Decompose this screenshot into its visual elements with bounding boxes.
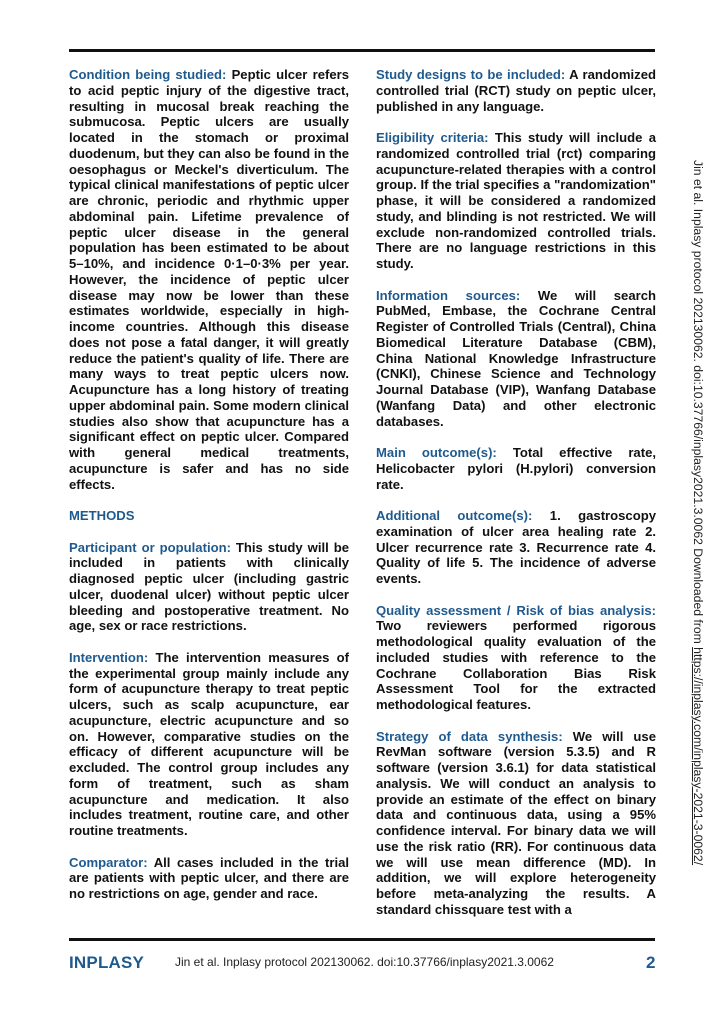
section-body: We will use RevMan software (version 5.3.5) and R software (version 3.6.1) for data statistical analysis. We will conduct an analysis to provide an estimate of the effect on binary data and continuous data, using a 95% confidence interval. For binary data we will use the risk ratio (RR). For continuous data we will use mean difference (MD). In addition, we will explore heterogeneity before meta-analyzing the results. A standard chissquare test with a bbox=[376, 728, 656, 917]
section-body: The intervention measures of the experimental group mainly include any form of acupuncture therapy to treat peptic ulcers, such as scalp acupuncture, ear acupuncture, electric acupuncture and so on. However, comparative studies on the efficacy of different acupuncture will be excluded. The control group includes any form of treatment, such as sham acupuncture and medication. It also includes treatment, routine care, and other routine treatments. bbox=[69, 649, 349, 838]
section-information-sources bbox=[376, 288, 656, 430]
section-condition bbox=[69, 67, 349, 492]
section-data-synthesis bbox=[376, 729, 656, 918]
section-heading: Main outcome(s): bbox=[376, 445, 497, 460]
section-body: We will search PubMed, Embase, the Cochrane Central Register of Controlled Trials (Central), China Biomedical Literature Database (CBM), China National Knowledge Infrastructure (CNKI), Chinese Science and Technology Journal Database (VIP), Wanfang Database (Wanfang Data) and other electronic databases. bbox=[376, 287, 656, 429]
section-body: This study will include a randomized controlled trial (rct) comparing acupuncture-related therapies with a control group. If the trial specifies a "randomization" phase, it will be considered a randomized study, and blinding is not restricted. We will exclude non-randomized controlled trials. There are no language restrictions in this study. bbox=[376, 130, 657, 271]
section-body: 1. gastroscopy examination of ulcer area healing rate 2. Ulcer recurrence rate 3. Recurrence rate 4. Quality of life 5. The incidence of adverse events. bbox=[376, 508, 656, 586]
section-heading: Condition being studied: bbox=[69, 67, 227, 82]
left-column bbox=[69, 67, 349, 918]
page-number: 2 bbox=[646, 953, 656, 972]
section-participant bbox=[69, 540, 349, 635]
section-heading: Strategy of data synthesis: bbox=[376, 728, 563, 744]
section-additional-outcomes bbox=[376, 508, 656, 587]
section-eligibility bbox=[376, 130, 656, 272]
section-body: A randomized controlled trial (RCT) study on peptic ulcer, published in any language. bbox=[376, 67, 656, 114]
section-quality-assessment bbox=[376, 603, 656, 713]
section-main-outcomes bbox=[376, 445, 656, 492]
section-heading: Intervention: bbox=[69, 649, 149, 665]
section-heading: Additional outcome(s): bbox=[376, 508, 533, 523]
footer-citation: Jin et al. Inplasy protocol 202130062. doi:10.37766/inplasy2021.3.0062 bbox=[175, 955, 554, 969]
section-heading: Participant or population: bbox=[69, 539, 231, 555]
side-download-note bbox=[691, 160, 705, 865]
methods-title: METHODS bbox=[69, 508, 135, 523]
section-body: This study will be included in patients with clinically diagnosed peptic ulcer (including gastric ulcer, duodenal ulcer) without peptic ulcer bleeding and postoperative treatment. No age, sex or race restrictions. bbox=[69, 539, 349, 634]
section-heading: Quality assessment / Risk of bias analysis: bbox=[376, 602, 656, 618]
section-heading: Eligibility criteria: bbox=[376, 130, 489, 145]
section-heading: Information sources: bbox=[376, 287, 521, 303]
section-body: All cases included in the trial are patients with peptic ulcer, and there are no restrictions on age, gender and race. bbox=[69, 854, 349, 901]
right-column bbox=[376, 67, 656, 933]
footer-brand-logo: INPLASY bbox=[69, 953, 145, 972]
section-heading: Comparator: bbox=[69, 854, 148, 870]
section-study-designs bbox=[376, 67, 656, 114]
section-body: Peptic ulcer refers to acid peptic injury of the digestive tract, resulting in mucosal break reaching the submucosa. Peptic ulcers are usually located in the stomach or proximal duodenum, but they can also be found in the oesophagus or Meckel's diverticulum. The typical clinical manifestations of peptic ulcer are chronic, periodic and rhythmic upper abdominal pain. Lifetime prevalence of peptic ulcer disease in the general population has been estimated to be about 5–10%, and incidence 0·1–0·3% per year. However, the incidence of peptic ulcer disease may now be lower than these estimates worldwide, especially in high-income countries. Although this disease does not pose a fatal danger, it will greatly reduce the patient's quality of life. There are many ways to treat peptic ulcers now. Acupuncture has a long history of treating upper abdominal pain. Some modern clinical studies also show that acupuncture has a significant effect on peptic ulcer. Compared with general medical treatments, acupuncture is safer and has no side effects. bbox=[69, 67, 349, 492]
section-comparator bbox=[69, 855, 349, 902]
side-note-text: Jin et al. Inplasy protocol 202130062. doi:10.37766/inplasy2021.3.0062 Downloaded from bbox=[691, 160, 705, 648]
section-heading: Study designs to be included: bbox=[376, 67, 566, 82]
footer-rule bbox=[69, 938, 655, 941]
side-note-link[interactable]: https://inplasy.com/inplasy-2021-3-0062/ bbox=[691, 647, 705, 866]
section-intervention bbox=[69, 650, 349, 839]
section-body: Two reviewers performed rigorous methodological quality evaluation of the included studies with reference to the Cochrane Collaboration Bias Risk Assessment Tool for the extracted methodological features. bbox=[376, 618, 656, 712]
section-body: Total effective rate, Helicobacter pylori (H.pylori) conversion rate. bbox=[376, 445, 656, 492]
header-rule bbox=[69, 49, 655, 52]
